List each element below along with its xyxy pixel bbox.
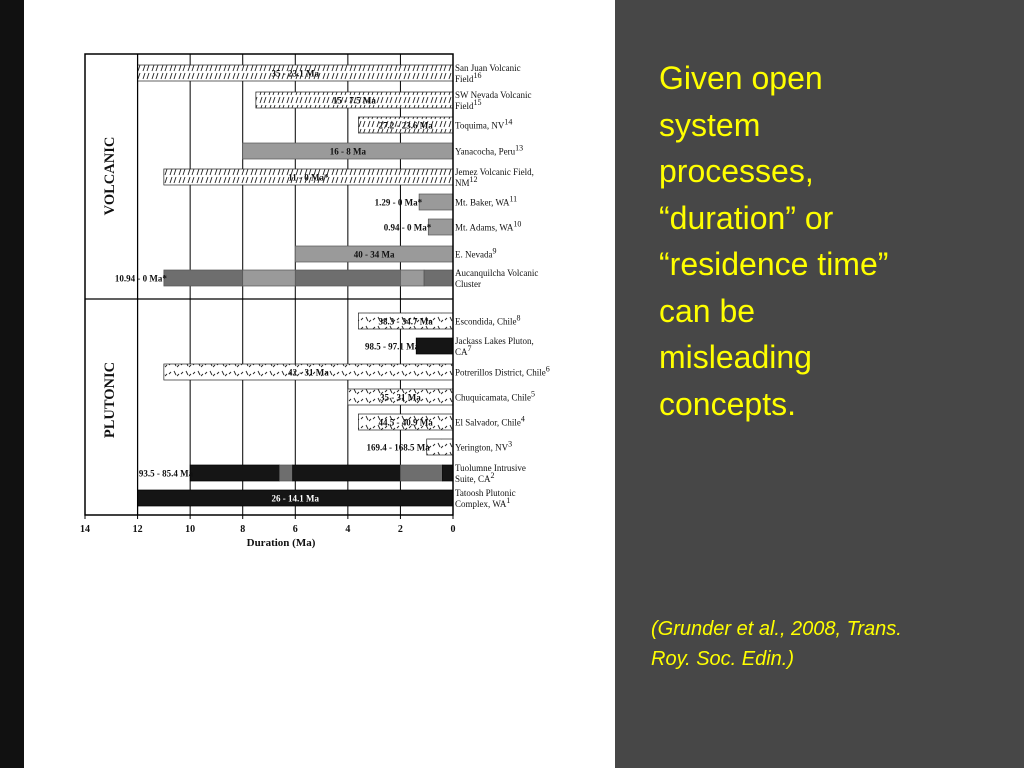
row-label-yanacocha-peru: Yanacocha, Peru13 <box>455 143 524 157</box>
bar-jackass-lakes-pluton-ca <box>416 338 453 354</box>
data-label: 42 - 31 Ma <box>288 367 329 378</box>
row-label-mt-adams-wa: Mt. Adams, WA10 <box>455 219 522 233</box>
bar-aucanquilcha-volcanic-cluster <box>400 270 424 286</box>
data-label: 11 - 0 Ma* <box>288 172 329 183</box>
bar-aucanquilcha-volcanic-cluster <box>243 270 296 286</box>
bar-tuolumne-intrusive-suite-ca <box>442 465 453 481</box>
row-label-aucanquilcha-volcanic-cluster: Aucanquilcha Volcanic Cluster <box>455 268 539 289</box>
bar-tuolumne-intrusive-suite-ca <box>190 465 279 481</box>
row-label-chuquicamata-chile: Chuquicamata, Chile5 <box>455 389 535 403</box>
row-label-el-salvador-chile: El Salvador, Chile4 <box>455 414 525 428</box>
row-label-jemez-volcanic-field-nm: Jemez Volcanic Field, NM12 <box>455 167 534 188</box>
row-label-potrerillos-district-chile: Potrerillos District, Chile6 <box>455 364 550 378</box>
x-tick-label: 12 <box>132 524 143 535</box>
data-label: 10.94 - 0 Ma* <box>114 273 167 284</box>
bar-aucanquilcha-volcanic-cluster <box>164 270 243 286</box>
figure-panel <box>24 0 615 768</box>
row-label-sw-nevada-volcanic-field: SW Nevada Volcanic Field15 <box>455 90 532 111</box>
row-label-mt-baker-wa: Mt. Baker, WA11 <box>455 194 518 208</box>
data-label: 26 - 14.1 Ma <box>271 493 320 504</box>
data-label: 93.5 - 85.4 Ma <box>138 468 194 479</box>
row-label-toquima-nv: Toquima, NV14 <box>455 117 513 131</box>
row-label-escondida-chile: Escondida, Chile8 <box>455 313 521 327</box>
row-label-jackass-lakes-pluton-ca: Jackass Lakes Pluton, CA7 <box>455 336 534 357</box>
bar-mt-adams-wa <box>428 219 453 235</box>
x-tick-label: 6 <box>292 524 298 535</box>
x-tick-label: 14 <box>80 524 90 535</box>
data-label: 40 - 34 Ma <box>353 249 395 260</box>
bar-tuolumne-intrusive-suite-ca <box>280 465 293 481</box>
duration-chart <box>24 0 615 768</box>
row-label-tuolumne-intrusive-suite-ca: Tuolumne Intrusive Suite, CA2 <box>455 463 526 484</box>
left-edge-bar <box>0 0 24 768</box>
x-tick-label: 2 <box>397 524 403 535</box>
row-label-e-nevada: E. Nevada9 <box>455 246 497 260</box>
row-label-tatoosh-plutonic-complex-wa: Tatoosh Plutonic Complex, WA1 <box>455 488 516 509</box>
data-label: 27.2 - 23.6 Ma <box>378 120 433 131</box>
data-label: 38.3 - 34.7 Ma <box>378 316 433 327</box>
x-tick-label: 0 <box>450 524 456 535</box>
data-label: 35 - 31 Ma <box>380 392 421 403</box>
x-axis-label: Duration (Ma) <box>246 537 316 549</box>
data-label: 169.4 - 168.5 Ma <box>366 442 430 453</box>
group-title-plutonic: PLUTONIC <box>102 361 118 439</box>
bar-tuolumne-intrusive-suite-ca <box>293 465 401 481</box>
bar-mt-baker-wa <box>419 194 453 210</box>
data-label: 16 - 8 Ma <box>329 146 366 157</box>
x-tick-label: 4 <box>345 524 351 535</box>
bar-aucanquilcha-volcanic-cluster <box>424 270 453 286</box>
group-title-volcanic: VOLCANIC <box>102 136 118 216</box>
data-label: 0.94 - 0 Ma* <box>383 222 432 233</box>
row-label-yerington-nv: Yerington, NV3 <box>455 439 513 453</box>
row-label-san-juan-volcanic-field: San Juan Volcanic Field16 <box>455 63 521 84</box>
bar-tuolumne-intrusive-suite-ca <box>400 465 442 481</box>
x-tick-label: 8 <box>240 524 246 535</box>
slide-citation: (Grunder et al., 2008, Trans. Roy. Soc. Edin.) <box>651 618 902 670</box>
slide-headline: Given open system processes, “duration” or “residence time” can be misleading concepts. <box>659 60 889 422</box>
bar-yerington-nv <box>427 439 453 455</box>
bar-aucanquilcha-volcanic-cluster <box>295 270 400 286</box>
data-label: 1.29 - 0 Ma* <box>374 197 423 208</box>
data-label: 35 - 23.1 Ma <box>271 68 320 79</box>
data-label: 44.5 - 40.9 Ma <box>378 417 433 428</box>
x-tick-label: 10 <box>185 524 196 535</box>
data-label: 15 - 7.5 Ma <box>332 95 376 106</box>
data-label: 98.5 - 97.1 Ma <box>364 341 420 352</box>
